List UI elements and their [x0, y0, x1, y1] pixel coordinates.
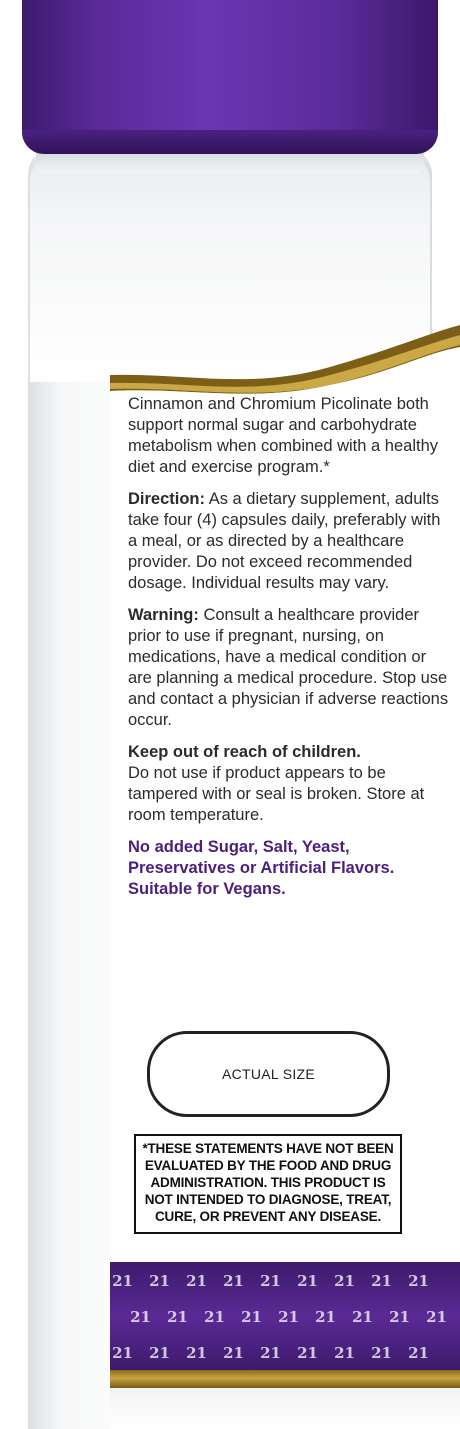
band-mark: 21	[186, 1344, 207, 1362]
bottle-base	[110, 1388, 460, 1429]
band-mark: 21	[112, 1272, 133, 1290]
band-mark: 21	[371, 1344, 392, 1362]
band-mark: 21	[297, 1272, 318, 1290]
band-mark: 21	[130, 1308, 151, 1326]
band-mark: 21	[371, 1272, 392, 1290]
band-mark: 21	[278, 1308, 299, 1326]
band-mark: 21	[352, 1308, 373, 1326]
band-mark: 21	[112, 1344, 133, 1362]
gold-swoosh-graphic	[110, 325, 460, 405]
keep-out-heading: Keep out of reach of children.	[128, 743, 361, 761]
bottle-neck-ring	[36, 152, 424, 174]
children-paragraph	[128, 742, 450, 826]
band-mark: 21	[315, 1308, 336, 1326]
band-mark: 21	[389, 1308, 410, 1326]
direction-text: As a dietary supplement, adults take four (4) capsules daily, preferably with a meal, or as directed by a healthcare provider. Do not exceed recommended dosage. Individual results may vary.	[128, 490, 441, 592]
band-mark: 21	[334, 1344, 355, 1362]
band-mark: 21	[408, 1344, 429, 1362]
fda-disclaimer-box: *THESE STATEMENTS HAVE NOT BEEN EVALUATED BY THE FOOD AND DRUG ADMINISTRATION. THIS PRODUCT IS NOT INTENDED TO DIAGNOSE, TREAT, CURE, OR PREVENT ANY DISEASE.	[134, 1134, 402, 1234]
band-mark: 21	[223, 1344, 244, 1362]
warning-heading: Warning:	[128, 606, 199, 624]
band-mark: 21	[186, 1272, 207, 1290]
warning-paragraph	[128, 605, 450, 731]
band-mark: 21	[260, 1344, 281, 1362]
band-mark: 21	[241, 1308, 262, 1326]
direction-heading: Direction:	[128, 490, 206, 508]
band-row-1	[110, 1272, 460, 1290]
bottle-cap-rim	[22, 130, 438, 154]
band-mark: 21	[167, 1308, 188, 1326]
intro-paragraph: Cinnamon and Chromium Picolinate both support normal sugar and carbohydrate metabolism when combined with a healthy diet and exercise program.*	[128, 395, 438, 476]
claims-paragraph: No added Sugar, Salt, Yeast, Preservatives or Artificial Flavors. Suitable for Vegans.	[128, 838, 395, 898]
band-mark: 21	[204, 1308, 225, 1326]
band-mark: 21	[426, 1308, 447, 1326]
band-mark: 21	[408, 1272, 429, 1290]
band-mark: 21	[334, 1272, 355, 1290]
band-row-2	[122, 1308, 460, 1326]
band-mark: 21	[149, 1344, 170, 1362]
band-mark: 21	[260, 1272, 281, 1290]
band-mark: 21	[223, 1272, 244, 1290]
direction-paragraph	[128, 489, 450, 594]
warning-text: Consult a healthcare provider prior to use if pregnant, nursing, on medications, have a medical condition or are planning a medical procedure. Stop use and contact a physician if adverse reactions occur.	[128, 606, 449, 729]
actual-size-outline	[147, 1031, 390, 1117]
band-mark: 21	[297, 1344, 318, 1362]
band-mark: 21	[149, 1272, 170, 1290]
storage-text: Do not use if product appears to be tampered with or seal is broken. Store at room temperature.	[128, 764, 425, 824]
actual-size-label: ACTUAL SIZE	[221, 1066, 316, 1082]
brand-pattern-band	[110, 1262, 460, 1370]
gold-strip	[110, 1370, 460, 1388]
band-row-3	[110, 1344, 460, 1362]
label-text-block	[128, 394, 450, 911]
